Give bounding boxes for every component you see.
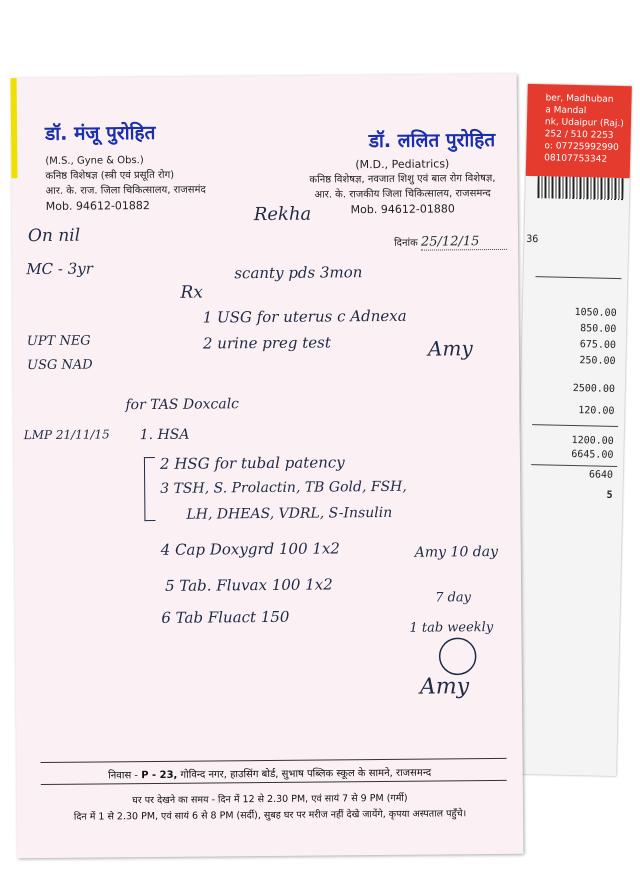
footer-timing: दिन में 1 से 2.30 PM, एवं सायं 6 से 8 PM (सर्दी), सुबह घर पर मरीज नहीं देखे जायेंगे, कृपया अस्पताल पहुँचे।: [73, 808, 467, 823]
receipt-amount: 6645.00: [571, 448, 614, 461]
receipt-side-text: 36: [526, 233, 539, 246]
receipt-amount: 120.00: [578, 405, 615, 417]
clinical-note: UPT NEG: [26, 333, 91, 350]
doctor-signature: Amy: [419, 674, 470, 700]
receipt-rule: [532, 424, 618, 427]
rx-note: 7 day: [435, 590, 472, 606]
barcode: [537, 176, 623, 200]
bracket-mark: [144, 457, 156, 521]
clinical-note: On nil: [27, 225, 81, 247]
address-number: P - 23,: [141, 769, 178, 782]
doctor-left-degree: (M.S., Gyne & Obs.): [45, 155, 144, 167]
rx-heading: for TAS Doxcalc: [125, 396, 240, 414]
receipt-amount: 850.00: [580, 323, 617, 335]
address-prefix: निवास -: [108, 770, 139, 782]
date-field: [394, 234, 507, 251]
doctor-left-name: डॉ. मंजू पुरोहित: [44, 121, 156, 145]
prescription-sheet: [11, 74, 524, 858]
receipt-amount: 1050.00: [574, 307, 617, 319]
patient-name: Rekha: [253, 203, 312, 226]
plan-item: 2 urine preg test: [202, 333, 331, 353]
clinical-note: LMP 21/11/15: [23, 427, 110, 443]
clinical-note: USG NAD: [27, 357, 93, 374]
footer-address: [17, 764, 523, 782]
receipt-rule: [535, 276, 621, 279]
doctor-right-name: डॉ. ललित पुरोहित: [368, 128, 496, 153]
rx-item: LH, DHEAS, VDRL, S-Insulin: [186, 504, 393, 523]
doctor-right-degree: (M.D., Pediatrics): [355, 157, 450, 172]
rx-symbol: Rx: [180, 282, 203, 303]
address-text: गोविन्द नगर, हाउसिंग बोर्ड, सुभाष पब्लिक स्कूल के सामने, राजसमन्द: [180, 767, 432, 781]
footer-timing: घर पर देखने का समय - दिन में 12 से 2.30 PM, एवं सायं 7 से 9 PM (गर्मी): [132, 792, 408, 807]
receipt-header-line: 08107753342: [544, 153, 608, 165]
receipt-header: [526, 84, 632, 178]
receipt-header-line: 252 / 510 2253: [544, 129, 614, 141]
rx-item: 5 Tab. Fluvax 100 1x2: [164, 575, 333, 595]
rx-item: 1. HSA: [139, 426, 190, 444]
receipt-header-line: a Mandal: [545, 105, 587, 117]
clinical-note: MC - 3yr: [26, 259, 93, 279]
date-value: 25/12/15: [420, 234, 480, 250]
receipt-amount: 2500.00: [572, 383, 616, 395]
rx-item: 2 HSG for tubal patency: [159, 453, 345, 473]
receipt-amount: 5: [606, 489, 613, 501]
rx-item: 4 Cap Doxygrd 100 1x2: [160, 539, 340, 559]
date-label: दिनांक: [394, 237, 418, 249]
rx-note: 1 tab weekly: [409, 620, 494, 636]
doctor-left-title: कनिष्ठ विशेषज्ञ (स्त्री एवं प्रसूति रोग): [45, 169, 175, 182]
doctor-left-mobile: Mob. 94612-01882: [45, 199, 150, 213]
doctor-right-mobile: Mob. 94612-01880: [350, 202, 455, 217]
receipt-amount: 250.00: [579, 355, 616, 367]
rx-note: Amy 10 day: [414, 543, 499, 561]
receipt-rule: [531, 464, 617, 467]
doctor-left-hospital: आर. के. राज. जिला चिकित्सालय, राजसमंद: [45, 184, 206, 197]
receipt-header-line: o: 07725992990: [544, 141, 619, 153]
doctor-right-block: [309, 126, 496, 218]
receipt-amount: 6640: [588, 469, 614, 481]
doctor-left-block: [45, 119, 206, 214]
background-receipt: [512, 84, 632, 776]
complaint-note: scanty pds 3mon: [234, 263, 363, 283]
rx-item: 6 Tab Fluact 150: [161, 607, 290, 627]
receipt-header-line: ber, Madhuban: [545, 93, 614, 105]
yellow-tab: [11, 78, 18, 178]
doctor-right-hospital: आर. के. राजकीय जिला चिकित्सालय, राजसमन्द: [314, 188, 491, 201]
receipt-amount: 675.00: [579, 339, 617, 351]
doctor-right-title: कनिष्ठ विशेषज्ञ, नवजात शिशु एवं बाल रोग विशेषज्ञ,: [309, 172, 496, 186]
receipt-header-line: nk, Udaipur (Raj.): [544, 117, 624, 130]
plan-item: 1 USG for uterus c Adnexa: [202, 306, 407, 327]
receipt-amount: 1200.00: [571, 434, 614, 447]
doctor-signature: Amy: [427, 336, 473, 361]
rx-item: 3 TSH, S. Prolactin, TB Gold, FSH,: [160, 478, 407, 497]
footer-divider: [41, 758, 507, 763]
